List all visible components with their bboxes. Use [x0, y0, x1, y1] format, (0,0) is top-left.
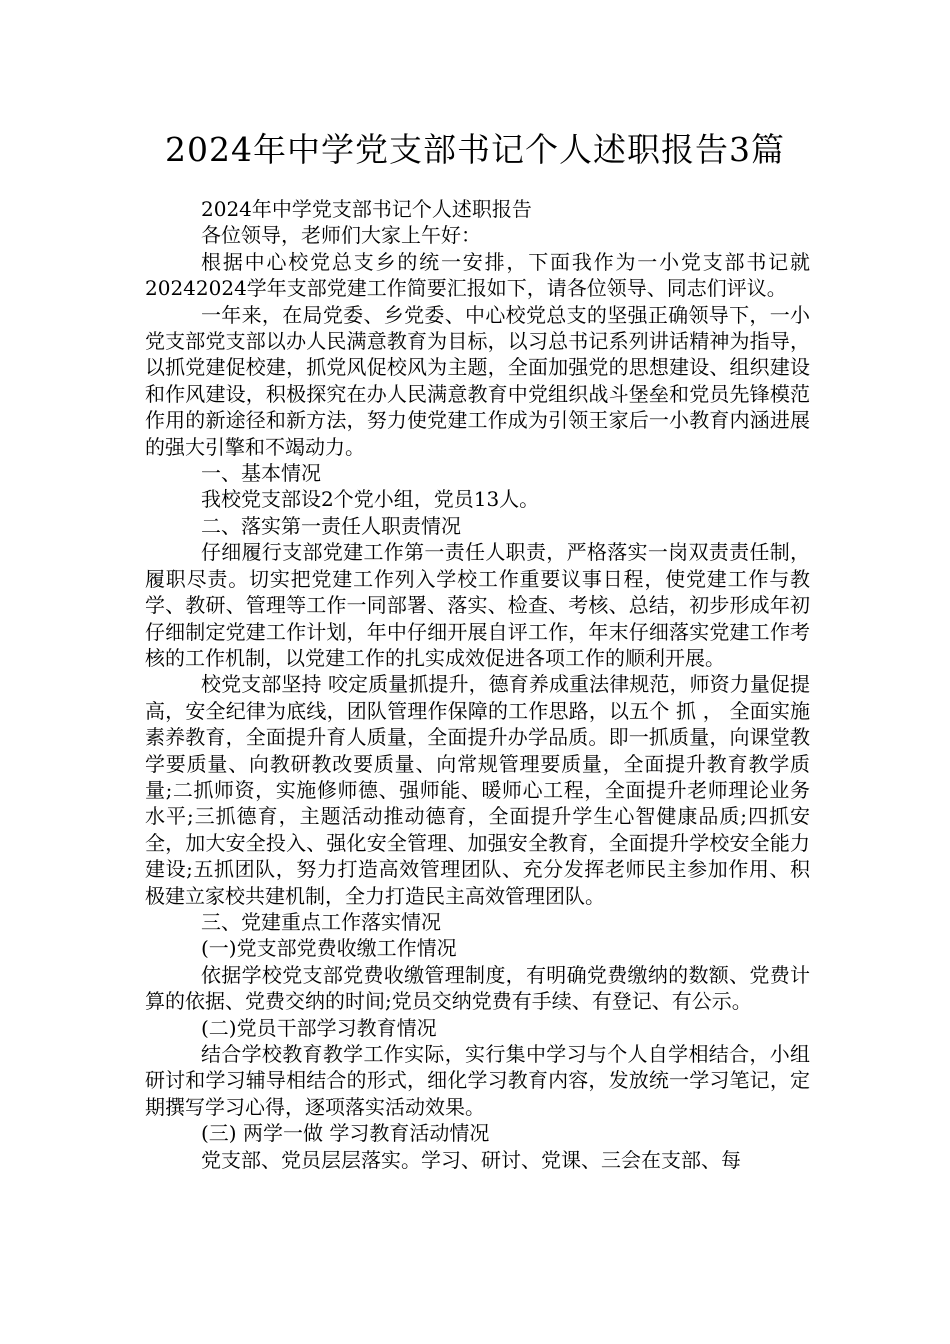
document-title: 2024年中学党支部书记个人述职报告3篇 [165, 130, 785, 169]
paragraph-basic: 我校党支部设2个党小组，党员13人。 [201, 487, 540, 512]
subsection-heading-activity: (三) 两学一做 学习教育活动情况 [201, 1121, 490, 1146]
paragraph-five-focus: 校党支部坚持 咬定质量抓提升，德育养成重法律规范，师资力量促提高，安全纪律为底线，团队管理作保障的工作思路，以五个 抓 ， 全面实施素养教育，全面提升育人质量，全面提升办学品质。即一抓质量，向课堂教学要质量、向教研教改要质量、向常规管理要质量，全面提升教育教学质量;二抓师资，实施修师德、强师能、暖师心工程，全面提升老师理论业务水平;三抓德育，主题活动推动德育，全面提升学生心智健康品质;四抓安全，加大安全投入、强化安全管理、加强安全教育，全面提升学校安全能力建设;五抓团队，努力打造高效管理团队、充分发挥老师民主参加作用、积极建立家校共建机制，全力打造民主高效管理团队。 [145, 672, 810, 908]
paragraph-study: 结合学校教育教学工作实际，实行集中学习与个人自学相结合，小组研讨和学习辅导相结合的形式，细化学习教育内容，发放统一学习笔记，定期撰写学习心得，逐项落实活动效果。 [145, 1042, 810, 1119]
paragraph-intro: 根据中心校党总支乡的统一安排，下面我作为一小党支部书记就20242024学年支部党建工作简要汇报如下，请各位领导、同志们评议。 [145, 249, 810, 301]
paragraph-dues: 依据学校党支部党费收缴管理制度，有明确党费缴纳的数额、党费计算的依据、党费交纳的时间;党员交纳党费有手续、有登记、有公示。 [145, 962, 810, 1014]
document-body [145, 196, 810, 1173]
section-heading-basic: 一、基本情况 [201, 461, 321, 486]
paragraph-overview: 一年来，在局党委、乡党委、中心校党总支的坚强正确领导下，一小党支部党支部以办人民满意教育为目标，以习总书记系列讲话精神为指导，以抓党建促校建，抓党风促校风为主题，全面加强党的思想建设、组织建设和作风建设，积极探究在办人民满意教育中党组织战斗堡垒和党员先锋模范作用的新途径和新方法，努力使党建工作成为引领王家后一小教育内涵进展的强大引擎和不竭动力。 [145, 302, 810, 459]
section-heading-responsibility: 二、落实第一责任人职责情况 [201, 513, 461, 538]
subsection-heading-dues: (一)党支部党费收缴工作情况 [201, 936, 457, 961]
paragraph-activity: 党支部、党员层层落实。学习、研讨、党课、三会在支部、每 [201, 1147, 741, 1172]
paragraph-subtitle: 2024年中学党支部书记个人述职报告 [201, 197, 532, 221]
section-heading-key-work: 三、党建重点工作落实情况 [201, 909, 441, 934]
paragraph-greeting: 各位领导，老师们大家上午好： [201, 223, 481, 248]
paragraph-responsibility: 仔细履行支部党建工作第一责任人职责，严格落实一岗双责责任制，履职尽责。切实把党建工作列入学校工作重要议事日程，使党建工作与教学、教研、管理等工作一同部署、落实、检查、考核、总结，初步形成年初仔细制定党建工作计划，年中仔细开展自评工作，年末仔细落实党建工作考核的工作机制，以党建工作的扎实成效促进各项工作的顺利开展。 [145, 540, 810, 670]
subsection-heading-study: (二)党员干部学习教育情况 [201, 1015, 437, 1040]
